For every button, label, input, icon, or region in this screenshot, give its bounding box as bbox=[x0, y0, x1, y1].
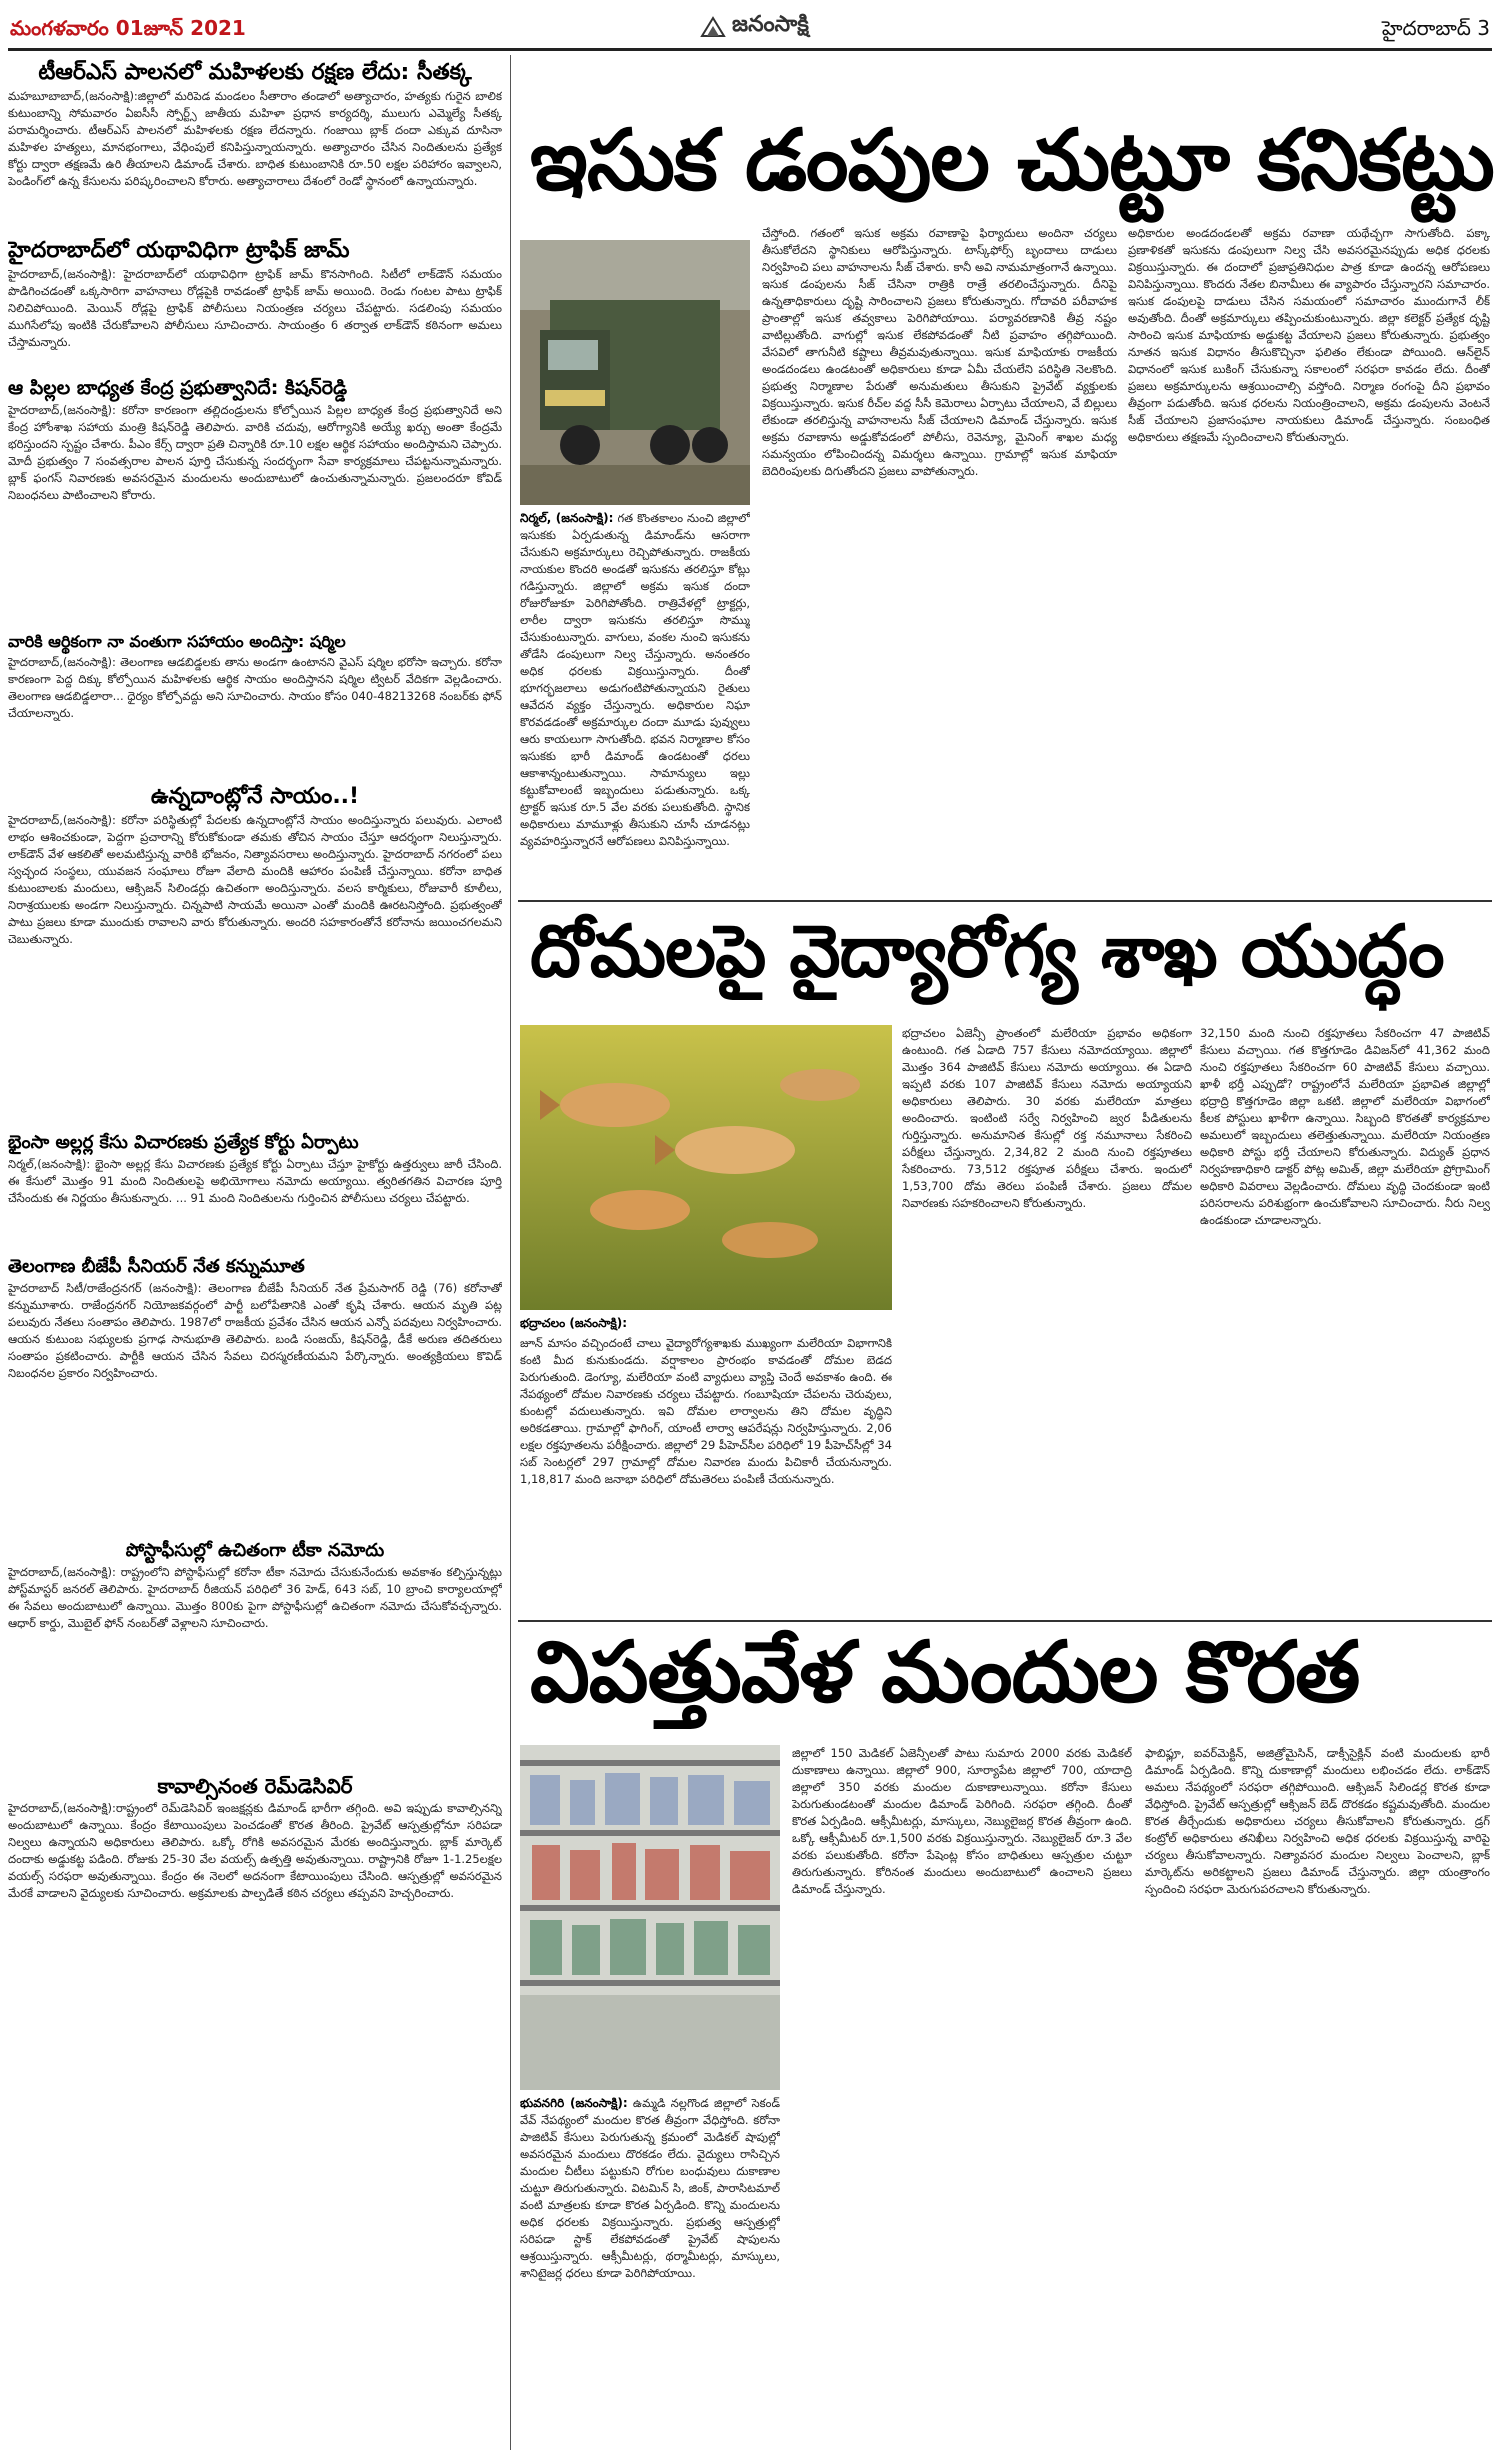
brief-headline: వారికి ఆర్థికంగా నా వంతుగా సహాయం అందిస్తా: షర్మిల bbox=[8, 632, 346, 651]
sand-column-3: అధికారుల అండదండలతో అక్రమ రవాణా యథేచ్ఛగా సాగుతోంది. పక్కా ప్రణాళికతో ఇసుకను డంపులుగా నిల్వ చేసి అవసరమైనప్పుడు అధిక ధరలకు విక్రయిస్తున్నారు. ఈ దందాలో ప్రజాప్రతినిధుల పాత్ర కూడా ఉందన్న ఆరోపణలు వినిపిస్తున్నాయి. కొందరు నేతల బినామీలు ఈ వ్యాపారం చేస్తున్నారని సమాచారం. ఇసుక డంపులపై దాడులు చేసిన సమయంలో సమాచారం ముందుగానే లీక్‌ అవుతోంది. దీంతో అక్రమార్కులు తప్పించుకుంటున్నారు. జిల్లా కలెక్టర్‌ ప్రత్యేక దృష్టి సారించి ఇసుక మాఫియాకు అడ్డుకట్ట వేయాలని ప్రజలు కోరుతున్నారు. ప్రభుత్వం నూతన ఇసుక విధానం తీసుకొచ్చినా ఫలితం లేకుండా పోయింది. ఆన్‌లైన్‌ విధానంలో ఇసుక బుకింగ్‌ చేసుకున్నా సకాలంలో సరఫరా కావడం లేదు. దీంతో ప్రజలు అక్రమార్కులను ఆశ్రయించాల్సి వస్తోంది. నిర్మాణ రంగంపై దీని ప్రభావం తీవ్రంగా పడుతోంది. ఇసుక ధరలను నియంత్రించాలని, అక్రమ డంపులను వెంటనే సీజ్‌ చేయాలని ప్రజాసంఘాల నాయకులు డిమాండ్‌ చేస్తున్నారు. సంబంధిత అధికారులు తక్షణమే స్పందించాలని కోరుతున్నారు. bbox=[1128, 226, 1490, 444]
pharma-column-2: జిల్లాలో 150 మెడికల్‌ ఏజెన్సీలతో పాటు సుమారు 2000 వరకు మెడికల్‌ దుకాణాలు ఉన్నాయి. జిల్లాలో 900, సూర్యాపేట జిల్లాలో 700, యాదాద్రి జిల్లాలో 350 వరకు మందుల దుకాణాలున్నాయి. కరోనా కేసులు పెరుగుతుండటంతో మందుల డిమాండ్‌ పెరిగింది. సరఫరా తగ్గింది. దీంతో కొరత ఏర్పడింది. ఆక్సీమీటర్లు, మాస్కులు, నెబ్యులైజర్ల కొరత తీవ్రంగా ఉంది. ఒక్కో ఆక్సీమీటర్‌ రూ.1,500 వరకు విక్రయిస్తున్నారు. నెబ్యులైజర్‌ రూ.3 వేల వరకు పలుకుతోంది. కరోనా పేషెంట్ల కోసం బాధితులు ఆస్పత్రుల చుట్టూ తిరుగుతున్నారు. కోరినంత మందులు అందుబాటులో ఉంచాలని ప్రజలు డిమాండ్‌ చేస్తున్నారు. bbox=[792, 1746, 1132, 1896]
masthead-rule bbox=[8, 48, 1492, 51]
sand-story-divider bbox=[518, 900, 1492, 902]
pharmacy-shelves-image-icon bbox=[520, 1745, 780, 2090]
masthead-logo bbox=[700, 12, 809, 42]
brief-headline: ఉన్నదాంట్లోనే సాయం..! bbox=[150, 784, 360, 809]
brief-remdesivir bbox=[8, 1772, 502, 2070]
fish-column-1: జూన్‌ మాసం వచ్చిందంటే చాలు వైద్యారోగ్యశాఖకు ముఖ్యంగా మలేరియా విభాగానికి కంటి మీద కునుకుండదు. వర్షాకాలం ప్రారంభం కావడంతో దోమల బెడద పెరుగుతుంది. డెంగ్యూ, మలేరియా వంటి వ్యాధులు వ్యాప్తి చెందే అవకాశం ఉంది. ఈ నేపథ్యంలో దోమల నివారణకు చర్యలు చేపట్టారు. గంబూషియా చేపలను చెరువులు, కుంటల్లో వదులుతున్నారు. ఇవి దోమల లార్వాలను తిని దోమల వృద్ధిని అరికడతాయి. గ్రామాల్లో ఫాగింగ్‌, యాంటీ లార్వా ఆపరేషన్లు నిర్వహిస్తున్నారు. 2,06 లక్షల రక్తపూతలను పరీక్షించారు. జిల్లాలో 29 పీహెచ్‌సీల పరిధిలో 19 పీహెచ్‌సీల్లో 34 సబ్‌ సెంటర్లలో 297 గ్రామాల్లో దోమల నివారణ మందు పిచికారీ చేయనున్నారు. 1,18,817 మంది జనాభా పరిధిలో దోమతెరలు పంపిణీ చేయనున్నారు. bbox=[520, 1336, 892, 1486]
brief-sitakka bbox=[8, 58, 502, 228]
brief-body: హైదరాబాద్‌,(జనంసాక్షి): కరోనా కారణంగా తల్లిదండ్రులను కోల్పోయిన పిల్లల బాధ్యత కేంద్ర ప్రభుత్వానిదే అని కేంద్ర హోంశాఖ సహాయ మంత్రి కిషన్‌రెడ్డి తెలిపారు. వారికి చదువు, ఆరోగ్యానికి అయ్యే ఖర్చు అంతా కేంద్రమే భరిస్తుందని స్పష్టం చేశారు. పీఎం కేర్స్‌ ద్వారా ప్రతి చిన్నారికి రూ.10 లక్షల ఆర్థిక సహాయం అందిస్తామని చెప్పారు. మోదీ ప్రభుత్వం 7 సంవత్సరాల పాలన పూర్తి చేసుకున్న సందర్భంగా సేవా కార్యక్రమాలు చేపట్టనున్నామన్నారు. బ్లాక్‌ ఫంగస్‌ నివారణకు అవసరమైన మందులను అందుబాటులో ఉంచుతున్నామన్నారు. ప్రజలందరూ కోవిడ్‌ నిబంధనలు పాటించాలని కోరారు. bbox=[8, 403, 502, 502]
brief-headline: ఆ పిల్లల బాధ్యత కేంద్ర ప్రభుత్వానిదే: కిషన్‌రెడ్డి bbox=[8, 377, 348, 399]
fish-photo bbox=[520, 1025, 892, 1310]
gambusia-fish-image-icon bbox=[520, 1025, 892, 1310]
brief-traffic bbox=[8, 236, 502, 366]
brief-body: హైదరాబాద్‌,(జనంసాక్షి): హైదరాబాద్‌లో యథావిధిగా ట్రాఫిక్‌ జామ్‌ కొనసాగింది. సిటీలో లాక్‌డౌన్‌ సమయం పొడిగించడంతో ఒక్కసారిగా వాహనాలు రోడ్లపైకి రావడంతో ట్రాఫిక్‌ జామ్‌ అయింది. రెండు గంటల పాటు ట్రాఫిక్‌ నిలిచిపోయింది. మెయిన్‌ రోడ్లపై ట్రాఫిక్‌ పోలీసులు నియంత్రణ చర్యలు చేపట్టారు. సడలింపు సమయం ముగిసేలోపు ఇంటికి చేరుకోవాలని పోలీసులు సూచించారు. సాయంత్రం 6 తర్వాత లాక్‌డౌన్‌ కఠినంగా అమలు చేస్తామన్నారు. bbox=[8, 267, 502, 349]
brief-headline: టీఆర్‌ఎస్‌ పాలనలో మహిళలకు రక్షణ లేదు: సీతక్క bbox=[38, 60, 472, 85]
brief-body: హైదరాబాద్‌,(జనంసాక్షి):రాష్ట్రంలో రెమ్‌డెసివిర్‌ ఇంజక్షన్లకు డిమాండ్‌ భారీగా తగ్గింది. అవి ఇప్పుడు కావాల్సినన్ని అందుబాటులో ఉన్నాయి. కేంద్రం కేటాయింపులు పెంచడంతో కొరత తీరింది. ప్రైవేట్‌ ఆస్పత్రుల్లోనూ సరిపడా నిల్వలు ఉన్నాయని అధికారులు తెలిపారు. ఒక్కో రోగికి అవసరమైన మేరకు అందిస్తున్నారు. బ్లాక్‌ మార్కెట్‌ దందాకు అడ్డుకట్ట పడింది. రోజుకు 25-30 వేల వయల్స్‌ ఉత్పత్తి అవుతున్నాయి. రాష్ట్రానికి రోజూ 1-1.25లక్షల వయల్స్‌ సరఫరా అవుతున్నాయి. కేంద్రం ఈ నెలలో అదనంగా కేటాయింపులు చేసింది. ఆస్పత్రుల్లో అవసరమైన మేరకే వాడాలని వైద్యులకు సూచించారు. అక్రమాలకు పాల్పడితే కఠిన చర్యలు తప్పవని హెచ్చరించారు. bbox=[8, 1801, 502, 1900]
brief-body: నిర్మల్‌,(జనంసాక్షి): భైంసా అల్లర్ల కేసు విచారణకు ప్రత్యేక కోర్టు ఏర్పాటు చేస్తూ హైకోర్టు ఉత్తర్వులు జారీ చేసింది. ఈ కేసులో మొత్తం 91 మంది నిందితులపై అభియోగాలు నమోదు అయ్యాయి. త్వరితగతిన విచారణ పూర్తి చేసేందుకు ఈ నిర్ణయం తీసుకున్నారు. ... 91 మంది నిందితులను గుర్తించిన పోలీసులు చర్యలు చేపట్టారు. bbox=[8, 1157, 502, 1205]
fish-headline: దోమలపై వైద్యారోగ్య శాఖ యుద్ధం bbox=[530, 909, 1444, 993]
brief-sharmila bbox=[8, 630, 502, 774]
brief-body: మహబూబాబాద్‌,(జనంసాక్షి):జిల్లాలో మరిపెడ మండలం సీతారాం తండాలో అత్యాచారం, హత్యకు గురైన బాలిక కుటుంబాన్ని సోమవారం ఏఐసీసీ స్పోర్ట్స్‌ జాతీయ మహిళా ప్రధాన కార్యదర్శి, ములుగు ఎమ్మెల్యే సీతక్క పరామర్శించారు. టీఆర్‌ఎస్‌ పాలనలో మహిళలకు రక్షణ లేదన్నారు. గంజాయి బ్లాక్‌ దందా ఎక్కువ దూసినా మహిళల హత్యలు, మానభంగాలు, వేధింపులే కనిపిస్తున్నాయన్నారు. అత్యాచారం చేసిన నిందితులను ప్రత్యేక కోర్టు ద్వారా తక్షణమే ఉరి తీయాలని డిమాండ్‌ చేశారు. బాధిత కుటుంబానికి రూ.50 లక్షల పరిహారం ఇవ్వాలని, పెండింగ్‌లో ఉన్న కేసులను పరిష్కరించాలని కోరారు. అత్యాచారాలు దేశంలో రెండో స్థానంలో ఉన్నాయన్నారు. bbox=[8, 89, 502, 188]
pharma-column-1: భువనగిరి (జనంసాక్షి): ఉమ్మడి నల్లగొండ జిల్లాలో సెకండ్‌ వేవ్‌ నేపథ్యంలో మందుల కొరత తీవ్రంగా వేధిస్తోంది. కరోనా పాజిటివ్‌ కేసులు పెరుగుతున్న క్రమంలో మెడికల్‌ షాపుల్లో అవసరమైన మందులు దొరకడం లేదు. వైద్యులు రాసిచ్చిన మందుల చీటీలు పట్టుకుని రోగుల బంధువులు దుకాణాల చుట్టూ తిరుగుతున్నారు. విటమిన్‌ సి, జింక్‌, పారాసిటమాల్‌ వంటి మాత్రలకు కూడా కొరత ఏర్పడింది. కొన్ని మందులను అధిక ధరలకు విక్రయిస్తున్నారు. ప్రభుత్వ ఆస్పత్రుల్లో సరిపడా స్టాక్‌ లేకపోవడంతో ప్రైవేట్‌ షాపులను ఆశ్రయిస్తున్నారు. ఆక్సీమీటర్లు, థర్మామీటర్లు, మాస్కులు, శానిటైజర్ల ధరలు కూడా పెరిగిపోయాయి. bbox=[520, 2096, 780, 2280]
brief-kishan-reddy bbox=[8, 374, 502, 622]
brief-help bbox=[8, 782, 502, 1122]
brief-headline: పోస్టాఫీసుల్లో ఉచితంగా టీకా నమోదు bbox=[125, 1540, 385, 1561]
logo-text: జనంసాక్షి bbox=[732, 12, 809, 37]
logo-emblem-icon bbox=[700, 16, 726, 38]
brief-body: హైదరాబాద్‌,(జనంసాక్షి): రాష్ట్రంలోని పోస్టాఫీసుల్లో కరోనా టీకా నమోదు చేసుకునేందుకు అవకాశం కల్పిస్తున్నట్లు పోస్ట్‌మాస్టర్‌ జనరల్‌ తెలిపారు. హైదరాబాద్‌ రీజియన్‌ పరిధిలో 36 హెడ్‌, 643 సబ్‌, 10 బ్రాంచి కార్యాలయాల్లో ఈ సేవలు అందుబాటులో ఉన్నాయి. మొత్తం 800కు పైగా పోస్టాఫీసుల్లో ఉచితంగా నమోదు చేసుకోవచ్చన్నారు. ఆధార్‌ కార్డు, మొబైల్‌ ఫోన్‌ నంబర్‌తో వెళ్లాలని సూచించారు. bbox=[8, 1565, 502, 1630]
brief-body: హైదరాబాద్‌ సిటీ/రాజేంద్రనగర్‌ (జనంసాక్షి): తెలంగాణ బీజేపీ సీనియర్‌ నేత ప్రేమసాగర్‌ రెడ్డి (76) కరోనాతో కన్నుమూశారు. రాజేంద్రనగర్‌ నియోజకవర్గంలో పార్టీ బలోపేతానికి ఎంతో కృషి చేశారు. ఆయన మృతి పట్ల పలువురు నేతలు సంతాపం తెలిపారు. 1987లో రాజకీయ ప్రవేశం చేసిన ఆయన ఎన్నో పదవులు నిర్వహించారు. ఆయన కుటుంబ సభ్యులకు ప్రగాఢ సానుభూతి తెలిపారు. బండి సంజయ్‌, కిషన్‌రెడ్డి, డీకే అరుణ తదితరులు సంతాపం ప్రకటించారు. పార్టీకి ఆయన చేసిన సేవలు చిరస్మరణీయమని పేర్కొన్నారు. అంత్యక్రియలు కొవిడ్‌ నిబంధనల ప్రకారం నిర్వహించారు. bbox=[8, 1281, 502, 1380]
sand-column-2: చేస్తోంది. గతంలో ఇసుక అక్రమ రవాణాపై ఫిర్యాదులు అందినా చర్యలు తీసుకోలేదని స్థానికులు ఆరోపిస్తున్నారు. టాస్క్‌ఫోర్స్‌ బృందాలు దాడులు నిర్వహించి పలు వాహనాలను సీజ్‌ చేశారు. కానీ అవి నామమాత్రంగానే ఉన్నాయి. ఇసుక డంపులను సీజ్‌ చేసినా రాత్రికి రాత్రే తరలించేస్తున్నారు. దీనిపై ఉన్నతాధికారులు దృష్టి సారించాలని ప్రజలు కోరుతున్నారు. గోదావరి పరీవాహక ప్రాంతాల్లో ఇసుక తవ్వకాలు పెరిగిపోయాయి. పర్యావరణానికి తీవ్ర నష్టం వాటిల్లుతోంది. వాగుల్లో ఇసుక లేకపోవడంతో నీటి ప్రవాహం తగ్గిపోయింది. వేసవిలో తాగునీటి కష్టాలు తీవ్రమవుతున్నాయి. ఇసుక మాఫియాకు రాజకీయ అండదండలు ఉండటంతో అధికారులు కూడా ఏమీ చేయలేని పరిస్థితి నెలకొంది. ప్రభుత్వ నిర్మాణాల పేరుతో అనుమతులు తీసుకుని ప్రైవేట్‌ వ్యక్తులకు విక్రయిస్తున్నారు. ఇసుక రీచ్‌ల వద్ద సీసీ కెమెరాలు ఏర్పాటు చేయాలని, వే బిల్లులు లేకుండా తరలిస్తున్న వాహనాలను సీజ్‌ చేయాలని డిమాండ్‌ చేస్తున్నారు. ఇసుక అక్రమ రవాణాను అడ్డుకోవడంలో పోలీసు, రెవెన్యూ, మైనింగ్‌ శాఖల మధ్య సమన్వయం లోపించిందన్న విమర్శలు ఉన్నాయి. గ్రామాల్లో ఇసుక మాఫియా బెదిరింపులకు దిగుతోందని ప్రజలు వాపోతున్నారు. bbox=[762, 226, 1117, 478]
pharmacy-photo bbox=[520, 1745, 780, 2090]
pharma-headline: విపత్తువేళ మందుల కొరత bbox=[530, 1623, 1360, 1721]
brief-bhainsa bbox=[8, 1130, 502, 1246]
brief-headline: భైంసా అల్లర్ల కేసు విచారణకు ప్రత్యేక కోర్టు ఏర్పాటు bbox=[8, 1132, 359, 1153]
fish-column-3: 32,150 మంది నుంచి రక్తపూతలు సేకరించగా 47 పాజిటివ్‌ కేసులు వచ్చాయి. గత కొత్తగూడెం డివిజన్‌లో 41,362 మంది నుంచి రక్తపూతలు సేకరించగా 60 పాజిటివ్‌ కేసులు వచ్చాయి. ఖాళీ భర్తీ ఎప్పుడో? రాష్ట్రంలోనే మలేరియా ప్రభావిత జిల్లాల్లో భద్రాద్రి కొత్తగూడెం జిల్లా ఒకటి. జిల్లాలో మలేరియా విభాగంలో కీలక పోస్టులు ఖాళీగా ఉన్నాయి. సిబ్బంది కొరతతో కార్యక్రమాల అమలులో ఇబ్బందులు తలెత్తుతున్నాయి. మలేరియా నియంత్రణ అధికారి పోస్టు భర్తీ చేయాలని కోరుతున్నారు. విద్యుత్‌ ప్రధాన నిర్వహణాధికారి డాక్టర్‌ పోట్ల అమిత్‌, జిల్లా మలేరియా ప్రోగ్రామింగ్‌ అధికారి వివరాలు వెల్లడించారు. దోమలు వృద్ధి చెందకుండా ఇంటి పరిసరాలను పరిశుభ్రంగా ఉంచుకోవాలని సూచించారు. నీరు నిల్వ ఉండకుండా చూడాలన్నారు. bbox=[1200, 1026, 1490, 1227]
pharma-column-3: ఫాబిఫ్లూ, ఐవర్‌మెక్టిన్‌, అజిత్రోమైసిన్‌, డాక్సీసైక్లిన్‌ వంటి మందులకు భారీ డిమాండ్‌ ఏర్పడింది. కొన్ని దుకాణాల్లో మందులు లభించడం లేదు. లాక్‌డౌన్‌ అమలు నేపథ్యంలో సరఫరా తగ్గిపోయింది. ఆక్సిజన్‌ సిలిండర్ల కొరత కూడా వేధిస్తోంది. ప్రైవేట్‌ ఆస్పత్రుల్లో ఆక్సిజన్‌ బెడ్‌ దొరకడం కష్టమవుతోంది. మందుల కొరత తీర్చేందుకు అధికారులు చర్యలు తీసుకోవాలని కోరుతున్నారు. డ్రగ్‌ కంట్రోల్‌ అధికారులు తనిఖీలు నిర్వహించి అధిక ధరలకు విక్రయిస్తున్న వారిపై చర్యలు తీసుకోవాలన్నారు. నిత్యావసర మందుల నిల్వలు పెంచాలని, బ్లాక్‌ మార్కెట్‌ను అరికట్టాలని ప్రజలు డిమాండ్‌ చేస్తున్నారు. జిల్లా యంత్రాంగం స్పందించి సరఫరా మెరుగుపరచాలని కోరుతున్నారు. bbox=[1145, 1746, 1490, 1896]
brief-body: హైదరాబాద్‌,(జనంసాక్షి): తెలంగాణ ఆడబిడ్డలకు తాను అండగా ఉంటానని వైఎస్‌ షర్మిల భరోసా ఇచ్చారు. కరోనా కారణంగా పెద్ద దిక్కు కోల్పోయిన మహిళలకు ఆర్థిక సాయం అందిస్తానని షర్మిల ట్విటర్‌ వేదికగా వెల్లడించారు. తెలంగాణ ఆడబిడ్డలారా... ధైర్యం కోల్పోవద్దు అని సూచించారు. సాయం కోసం 040-48213268 నంబర్‌కు ఫోన్‌ చేయాలన్నారు. bbox=[8, 655, 502, 720]
fish-story-divider bbox=[518, 1620, 1492, 1622]
left-column-divider bbox=[510, 55, 511, 2450]
fish-column-2: భద్రాచలం ఏజెన్సీ ప్రాంతంలో మలేరియా ప్రభావం అధికంగా ఉంటుంది. గత ఏడాది 757 కేసులు నమోదయ్యాయి. జిల్లాలో మొత్తం 364 పాజిటివ్‌ కేసులు నమోదు అయ్యాయి. ఈ ఏడాది ఇప్పటి వరకు 107 పాజిటివ్‌ కేసులు నమోదు అయ్యాయని అధికారులు తెలిపారు. 30 వరకు మలేరియా మాత్రలు అందించారు. ఇంటింటి సర్వే నిర్వహించి జ్వర పీడితులను గుర్తిస్తున్నారు. అనుమానిత కేసుల్లో రక్త నమూనాలు సేకరించి పరీక్షలు చేస్తున్నారు. 2,34,82 2 మంది నుంచి రక్తపూతలు సేకరించారు. 73,512 రక్తపూత పరీక్షలు చేశారు. ఇందులో 1,53,700 దోమ తెరలు పంపిణీ చేశారు. ప్రజలు దోమల నివారణకు సహకరించాలని కోరుతున్నారు. bbox=[902, 1026, 1192, 1210]
page-city-number: హైదరాబాద్‌ 3 bbox=[1381, 16, 1490, 40]
sand-column-1: నిర్మల్‌, (జనంసాక్షి): గత కొంతకాలం నుంచి జిల్లాలో ఇసుకకు ఏర్పడుతున్న డిమాండ్‌ను ఆసరాగా చేసుకుని అక్రమార్కులు రెచ్చిపోతున్నారు. రాజకీయ నాయకుల కొందరి అండతో ఇసుకను తరలిస్తూ కోట్లు గడిస్తున్నారు. జిల్లాలో అక్రమ ఇసుక దందా రోజురోజుకూ పెరిగిపోతోంది. రాత్రివేళల్లో ట్రాక్టర్లు, లారీల ద్వారా ఇసుకను తరలిస్తూ సొమ్ము చేసుకుంటున్నారు. వాగులు, వంకల నుంచి ఇసుకను తోడేసి డంపులుగా నిల్వ చేస్తున్నారు. అనంతరం అధిక ధరలకు విక్రయిస్తున్నారు. దీంతో భూగర్భజలాలు అడుగంటిపోతున్నాయని రైతులు ఆవేదన వ్యక్తం చేస్తున్నారు. అధికారుల నిఘా కొరవడడంతో అక్రమార్కుల దందా మూడు పువ్వులు ఆరు కాయలుగా సాగుతోంది. భవన నిర్మాణాల కోసం ఇసుకకు భారీ డిమాండ్‌ ఉండటంతో ధరలు ఆకాశాన్నంటుతున్నాయి. సామాన్యులు ఇల్లు కట్టుకోవాలంటే ఇబ్బందులు పడుతున్నారు. ఒక్క ట్రాక్టర్‌ ఇసుక రూ.5 వేల వరకు పలుకుతోంది. స్థానిక అధికారులు మామూళ్లు తీసుకుని చూసీ చూడనట్లు వ్యవహరిస్తున్నారనే ఆరోపణలు వినిపిస్తున్నాయి. bbox=[520, 511, 750, 848]
brief-headline: కావాల్సినంత రెమ్‌డెసివిర్‌ bbox=[157, 1774, 353, 1798]
truck-image-icon bbox=[520, 240, 750, 505]
issue-date: మంగళవారం 01జూన్‌ 2021 bbox=[10, 16, 246, 40]
brief-headline: తెలంగాణ బీజేపీ సీనియర్‌ నేత కన్నుమూత bbox=[8, 1256, 305, 1277]
brief-bjp-leader bbox=[8, 1254, 502, 1530]
left-column bbox=[8, 58, 502, 2070]
brief-post-office bbox=[8, 1538, 502, 1764]
sand-headline: ఇసుక డంపుల చుట్టూ కనికట్టు bbox=[530, 111, 1494, 209]
fish-caption-lead: భద్రాచలం (జనంసాక్షి): bbox=[520, 1316, 628, 1330]
sand-truck-photo bbox=[520, 240, 750, 505]
brief-headline: హైదరాబాద్‌లో యథావిధిగా ట్రాఫిక్‌ జామ్‌ bbox=[8, 238, 350, 263]
brief-body: హైదరాబాద్‌,(జనంసాక్షి): కరోనా పరిస్థితుల్లో పేదలకు ఉన్నదాంట్లోనే సాయం అందిస్తున్నారు పలువురు. ఎలాంటి లాభం ఆశించకుండా, పెద్దగా ప్రచారాన్ని కోరుకోకుండా తమకు తోచిన సాయం చేస్తూ ఆదర్శంగా నిలుస్తున్నారు. లాక్‌డౌన్‌ వేళ ఆకలితో అలమటిస్తున్న వారికి భోజనం, నిత్యావసరాలు అందిస్తున్నారు. హైదరాబాద్‌ నగరంలో పలు స్వచ్ఛంద సంస్థలు, యువజన సంఘాలు రోజూ వేలాది మందికి ఆహారం పంపిణీ చేస్తున్నాయి. కరోనా బాధిత కుటుంబాలకు మందులు, ఆక్సిజన్‌ సిలిండర్లు ఉచితంగా అందిస్తున్నారు. వలస కార్మికులు, రోజువారీ కూలీలు, నిరాశ్రయులకు అండగా నిలుస్తున్నారు. చిన్నపాటి సాయమే అయినా ఎంతో మందికి ఊరటనిస్తోంది. ప్రభుత్వంతో పాటు ప్రజలు కూడా ముందుకు రావాలని వారు కోరుతున్నారు. అందరి సహకారంతోనే కరోనాను జయించగలమని చెబుతున్నారు. bbox=[8, 813, 502, 946]
